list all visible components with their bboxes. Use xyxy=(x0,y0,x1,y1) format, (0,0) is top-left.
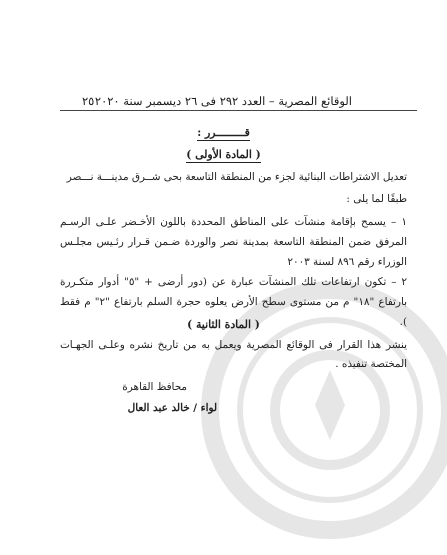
signature-name: لواء / خالد عبد العال xyxy=(127,402,217,414)
article1-intro-line1: تعديل الاشتراطات البنائية لجزء من المنطقة التاسعة بحى شــرق مدينـــة نـــصر xyxy=(66,171,407,183)
article1-item2: ٢ – تكون ارتفاعات تلك المنشآت عبارة عن (دور أرضى + "٥" أدوار متكـررة بارتفاع "١٨" م من مستوى سطح الأرض يعلوه حجرة السلم بارتفاع "٢" م فقط ). xyxy=(60,276,408,328)
article1-intro-line2: طبقًا لما يلى : xyxy=(346,193,407,205)
article1-heading: ( المادة الأولى ) xyxy=(186,148,261,161)
article2-heading: ( المادة الثانية ) xyxy=(187,318,260,331)
article2-text: ينشر هذا القرار فى الوقائع المصرية ويعمل به من تاريخ نشره وعلـى الجهـات المختصة تنفيذه . xyxy=(60,339,407,370)
header-divider xyxy=(60,110,417,111)
article1-item1: ١ – يسمح بإقامة منشآت على المناطق المحددة باللون الأخـضر علـى الرسـم المرفق ضمن المنطقة التاسعة بمدينة نصر والوردة ضـمن قـرار رئـيس مجلـس الوزراء رقم ٨٩٦ لسنة ٢٠٠٣ xyxy=(60,216,407,268)
page-number: ٢٥ xyxy=(82,94,95,108)
signature-title: محافظ القاهرة xyxy=(122,381,187,393)
page-header xyxy=(82,88,352,108)
header-title: الوقائع المصرية – العدد ٢٩٢ فى ٢٦ ديسمبر سنة ٢٠٢٠ xyxy=(94,94,352,108)
decision-heading: قـــــــــرر : xyxy=(197,126,250,139)
